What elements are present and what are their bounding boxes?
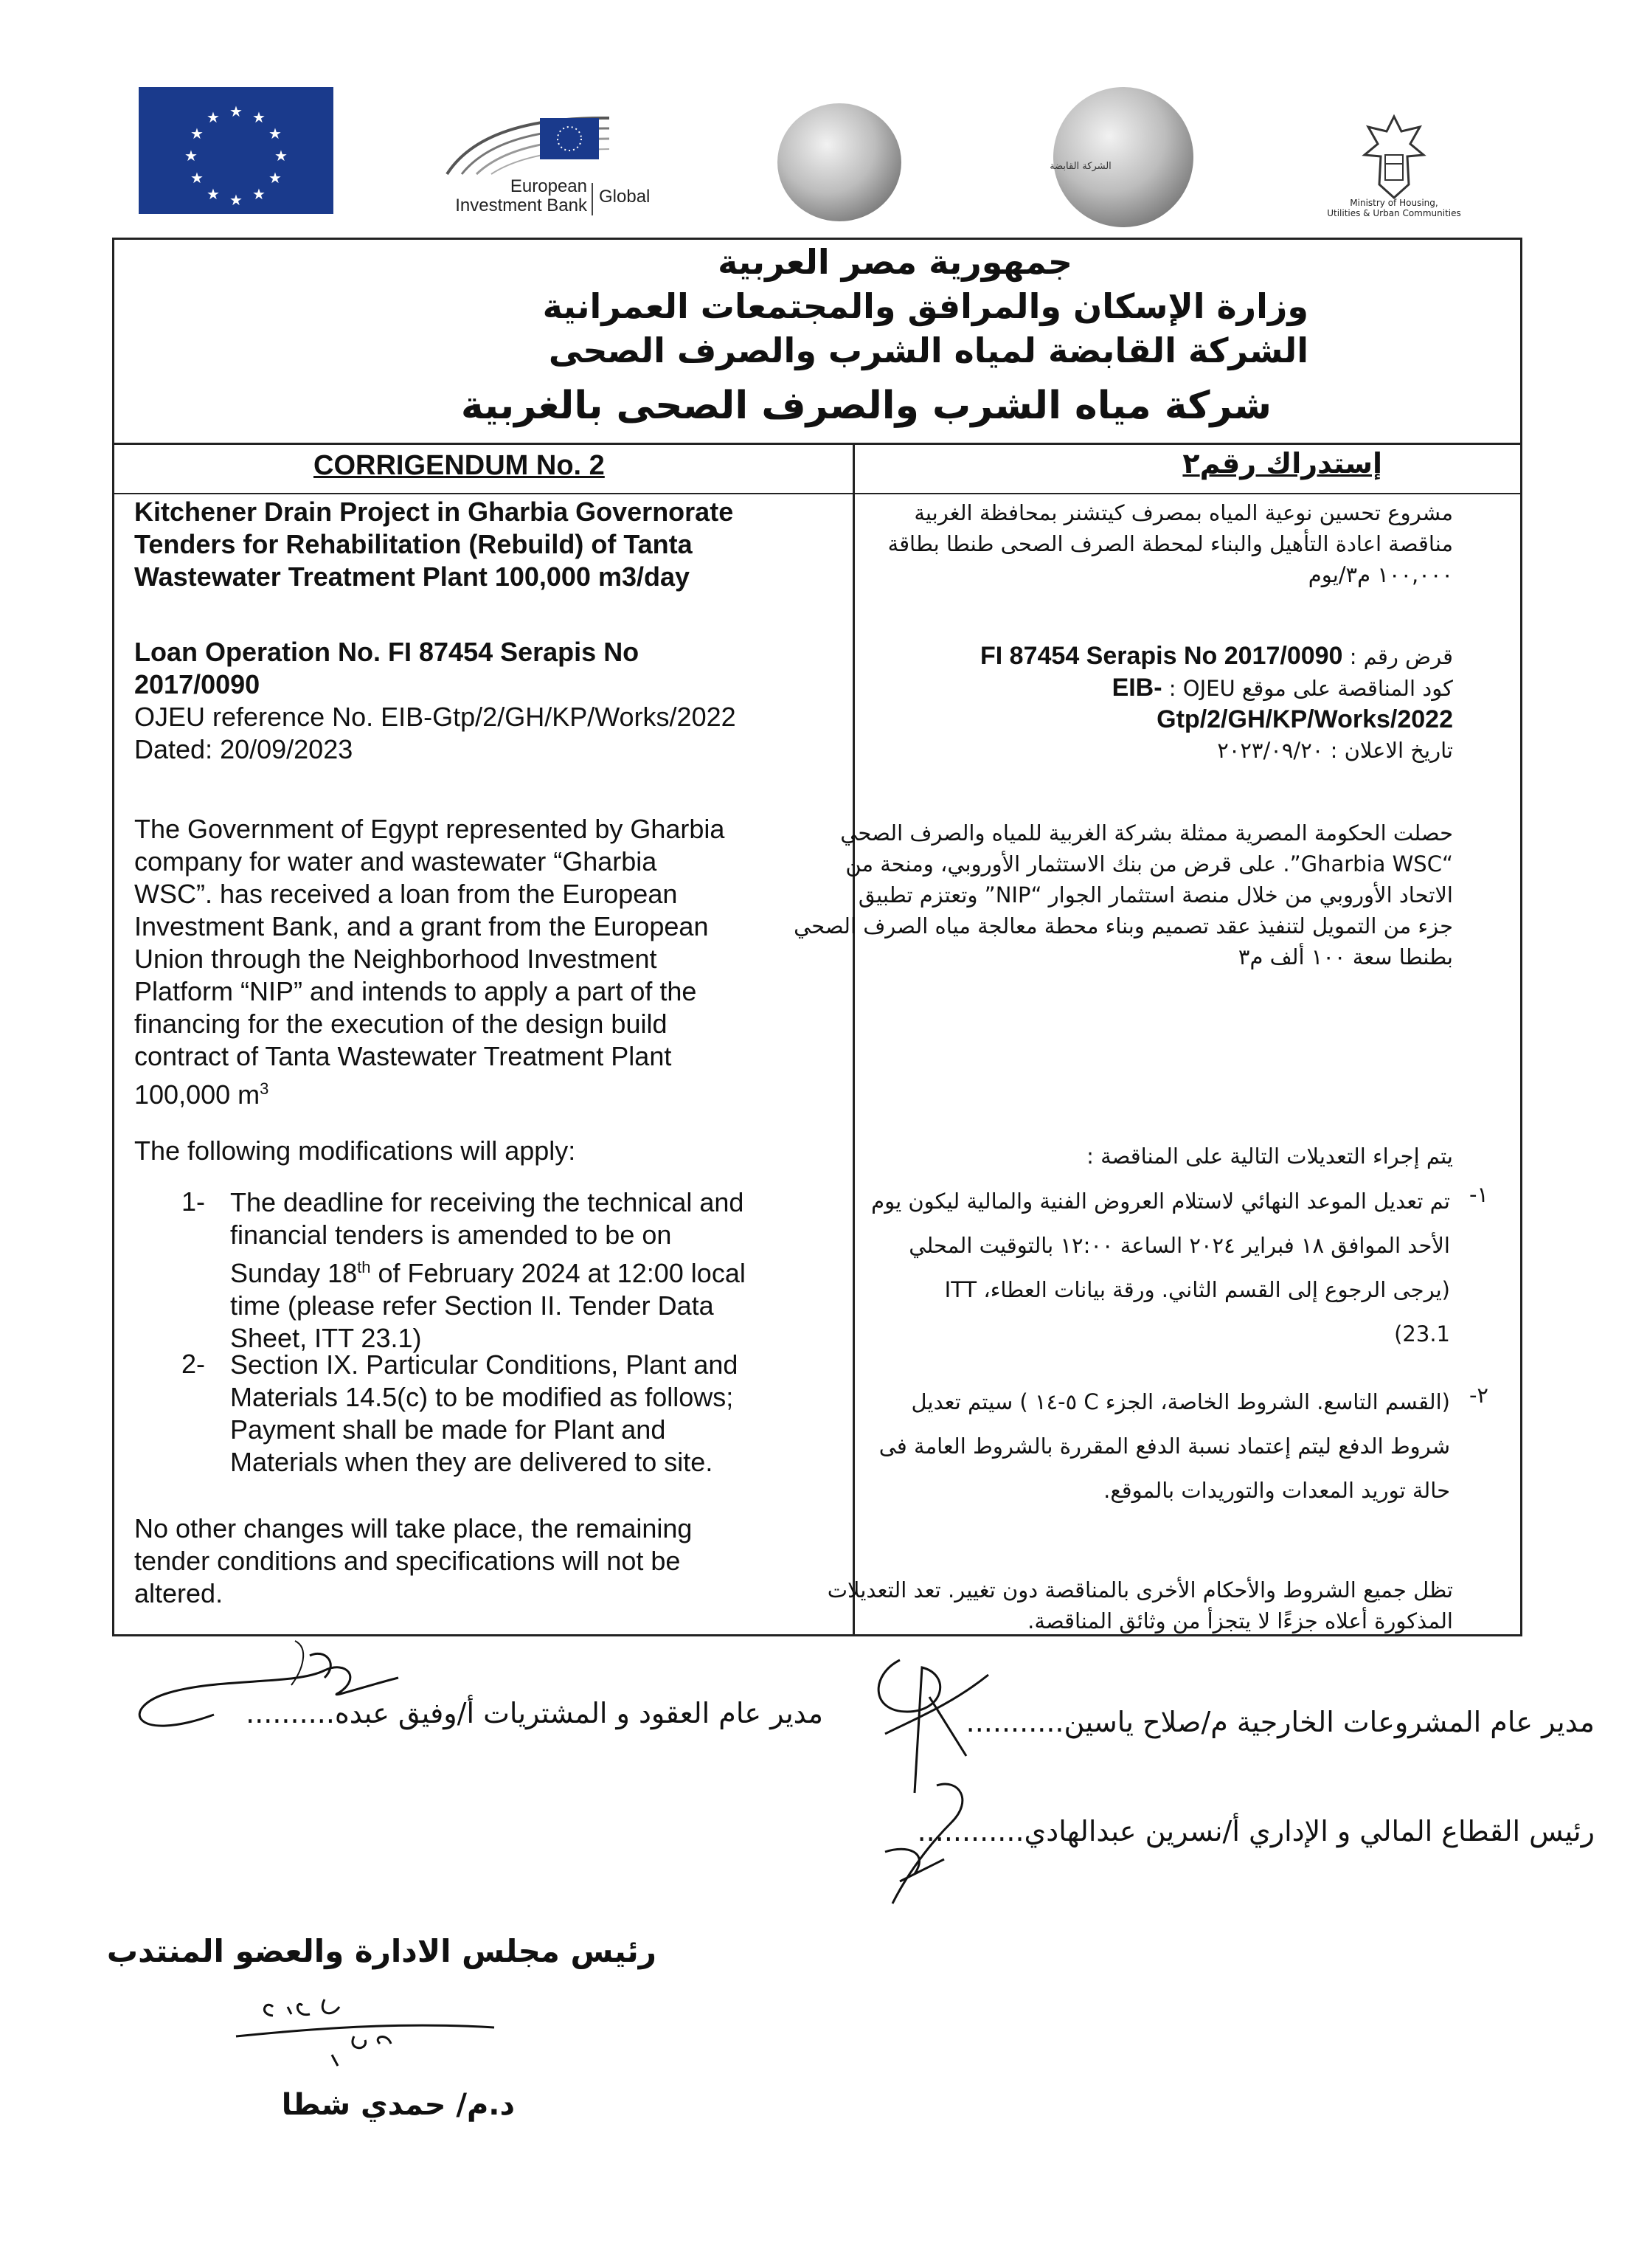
header-divider	[112, 443, 1522, 445]
paragraph-line: WSC”. has received a loan from the European	[134, 879, 678, 909]
svg-text:★: ★	[274, 147, 288, 165]
handwritten-signature-chairman	[221, 1985, 502, 2073]
ministry-caption-line2: Utilities & Urban Communities	[1327, 208, 1461, 218]
ojeu-line-ar	[789, 672, 1453, 704]
closing-line-ar: تظل جميع الشروط والأحكام الأخرى بالمناقصة دون تغيير. تعد التعديلات	[827, 1577, 1453, 1603]
paragraph-line: Investment Bank, and a grant from the European	[134, 911, 709, 941]
item-line-ar: (يرجى الرجوع إلى القسم الثاني. ورقة بيانات العطاء، ITT	[944, 1277, 1450, 1302]
svg-text:★: ★	[268, 125, 282, 142]
ojeu-value-ar: EIB-	[1112, 674, 1162, 702]
paragraph-line-ar: الاتحاد الأوروبي من خلال منصة استثمار الجوار “NIP” وتعتزم تطبيق	[858, 882, 1453, 907]
item-line: Payment shall be made for Plant and	[230, 1414, 666, 1445]
item1-text-en	[230, 1186, 842, 1355]
item-line-ar: (القسم التاسع. الشروط الخاصة، الجزء C ٥-١٤ ) سيتم تعديل	[911, 1389, 1450, 1414]
project-title-line: Wastewater Treatment Plant 100,000 m3/day	[134, 561, 690, 592]
item-line: Section IX. Particular Conditions, Plant and	[230, 1349, 738, 1380]
item-line: Materials when they are delivered to site.	[230, 1447, 713, 1477]
svg-text:★: ★	[190, 169, 204, 187]
dated-line: Dated: 20/09/2023	[134, 734, 353, 764]
item-line-ar: شروط الدفع ليتم إعتماد نسبة الدفع المقررة بالشروط العامة فى	[878, 1434, 1450, 1459]
signature-label-projects: مدير عام المشروعات الخارجية م/صلاح ياسين...........	[965, 1706, 1595, 1738]
eu-stars-icon	[139, 87, 333, 214]
closing-line: No other changes will take place, the remaining	[134, 1513, 693, 1543]
chairman-title: رئيس مجلس الادارة والعضو المنتدب	[106, 1933, 656, 1969]
paragraph-line-ar: بطنطا سعة ١٠٠ ألف م٣	[1238, 944, 1453, 969]
loan-number-line-ar	[789, 640, 1453, 672]
paragraph-line: financing for the execution of the design build	[134, 1009, 668, 1039]
loan-number-line: Loan Operation No. FI 87454 Serapis No	[134, 637, 639, 667]
ojeu-value2-ar: Gtp/2/GH/KP/Works/2022	[1157, 705, 1453, 733]
capacity-value: 100,000 m	[134, 1079, 260, 1110]
item-line: The deadline for receiving the technical and	[230, 1187, 744, 1217]
gharbia-logo-caption: الشركة القابضة	[1050, 161, 1112, 172]
gharbia-company-logo	[1053, 87, 1193, 227]
loan-value-ar: FI 87454 Serapis No 2017/0090	[980, 642, 1343, 670]
ojeu-reference: OJEU reference No. EIB-Gtp/2/GH/KP/Works/2022	[134, 702, 736, 732]
corrigendum-title-ar: إستدراك رقم٢	[1182, 447, 1382, 480]
paragraph-line-ar: “Gharbia WSC”. على قرض من بنك الاستثمار الأوروبي، ومنحة من	[845, 851, 1453, 877]
item1-number-ar: ١-	[1469, 1182, 1488, 1207]
eib-arc-icon	[440, 109, 683, 176]
ministry-caption-line1: Ministry of Housing,	[1350, 198, 1438, 208]
closing-line: altered.	[134, 1578, 223, 1608]
eu-flag-logo	[139, 87, 333, 214]
project-title-line: Tenders for Rehabilitation (Rebuild) of Tanta	[134, 529, 693, 559]
loan-label-ar: قرض رقم :	[1349, 644, 1453, 669]
item2-text-en	[230, 1349, 842, 1479]
closing-paragraph-en	[134, 1512, 842, 1610]
holding-company-logo	[777, 103, 901, 221]
svg-text:★: ★	[229, 103, 243, 120]
cubic-superscript: 3	[260, 1079, 269, 1098]
intro-paragraph-ar	[789, 817, 1453, 972]
chairman-name: د.م/ حمدي شطا	[281, 2088, 515, 2122]
paragraph-line: contract of Tanta Wastewater Treatment Plant	[134, 1041, 672, 1071]
ojeu-label-ar: كود المناقصة على موقع OJEU :	[1168, 676, 1453, 701]
deadline-rest: of February 2024 at 12:00 local	[370, 1258, 746, 1288]
project-title-line: Kitchener Drain Project in Gharbia Governorate	[134, 497, 734, 527]
item1-number-en: 1-	[181, 1186, 206, 1217]
paragraph-line: Platform “NIP” and intends to apply a part of the	[134, 976, 697, 1006]
modifications-intro-en: The following modifications will apply:	[134, 1135, 576, 1166]
eib-logo	[440, 109, 683, 215]
signature-label-contracts: مدير عام العقود و المشتريات أ/وفيق عبده..........	[246, 1697, 823, 1729]
item-line-ar: تم تعديل الموعد النهائي لاستلام العروض الفنية والمالية ليكون يوم	[871, 1189, 1450, 1214]
svg-text:★: ★	[184, 147, 198, 165]
paragraph-line-ar: جزء من التمويل لتنفيذ عقد تصميم وبناء محطة معالجة مياه الصرف الصحي	[794, 913, 1453, 938]
loan-info-en	[134, 636, 842, 766]
svg-text:★: ★	[190, 125, 204, 142]
paragraph-line: Union through the Neighborhood Investment	[134, 944, 657, 974]
item2-number-en: 2-	[181, 1349, 206, 1379]
item-line-ar: حالة توريد المعدات والتوريدات بالموقع.	[1103, 1478, 1450, 1503]
project-title-line-ar: ١٠٠,٠٠٠ م٣/يوم	[1308, 562, 1453, 587]
project-title-ar	[789, 497, 1453, 590]
handwritten-signature-finance	[848, 1771, 996, 1918]
eib-global-label: Global	[599, 187, 651, 207]
item1-text-ar	[816, 1179, 1450, 1356]
eib-name-line1: European	[510, 176, 587, 196]
ministry-eagle-logo	[1350, 111, 1438, 207]
item-line	[230, 1251, 842, 1290]
svg-text:★: ★	[252, 185, 266, 203]
header-holding-company: الشركة القابضة لمياه الشرب والصرف الصحى	[548, 331, 1308, 370]
handwritten-signature-contracts	[103, 1633, 420, 1766]
svg-text:★: ★	[207, 108, 220, 126]
paragraph-line	[134, 1073, 842, 1111]
eagle-icon	[1350, 111, 1438, 207]
item2-text-ar	[816, 1380, 1450, 1512]
item-line: Sheet, ITT 23.1)	[230, 1323, 422, 1353]
header-gharbia-company: شركة مياه الشرب والصرف الصحى بالغربية	[460, 384, 1272, 428]
item-line: time (please refer Section II. Tender Data	[230, 1290, 714, 1321]
item-line: Materials 14.5(c) to be modified as follows;	[230, 1382, 734, 1412]
signature-label-finance: رئيس القطاع المالي و الإداري أ/نسرين عبدالهادي............	[917, 1815, 1595, 1847]
paragraph-line-ar: حصلت الحكومة المصرية ممثلة بشركة الغربية للمياه والصرف الصحي	[840, 820, 1453, 846]
closing-line-ar: المذكورة أعلاه جزءًا لا يتجزأ من وثائق المناقصة.	[1027, 1608, 1453, 1633]
deadline-day: Sunday 18	[230, 1258, 358, 1288]
header-republic: جمهورية مصر العربية	[718, 242, 1072, 282]
project-title-en	[134, 496, 842, 593]
item-line-ar: 23.1)	[1394, 1321, 1450, 1346]
loan-number-line: 2017/0090	[134, 669, 260, 699]
paragraph-line: company for water and wastewater “Gharbia	[134, 846, 657, 877]
svg-text:★: ★	[207, 185, 220, 203]
eib-name-line2: Investment Bank	[455, 196, 587, 215]
title-divider	[112, 493, 1522, 494]
project-title-line-ar: مناقصة اعادة التأهيل والبناء لمحطة الصرف الصحى طنطا بطاقة	[887, 531, 1453, 556]
loan-info-ar	[789, 640, 1453, 766]
item-line: financial tenders is amended to be on	[230, 1220, 672, 1250]
ministry-caption	[1287, 198, 1501, 218]
svg-text:★: ★	[252, 108, 266, 126]
modifications-intro-ar: يتم إجراء التعديلات التالية على المناقصة :	[1086, 1144, 1453, 1169]
item-line-ar: الأحد الموافق ١٨ فبراير ٢٠٢٤ الساعة ١٢:٠٠ بالتوقيت المحلي	[909, 1233, 1450, 1258]
closing-line: tender conditions and specifications will not be	[134, 1546, 681, 1576]
paragraph-line: The Government of Egypt represented by Gharbia	[134, 814, 725, 844]
item2-number-ar: ٢-	[1469, 1383, 1488, 1408]
project-title-line-ar: مشروع تحسين نوعية المياه بمصرف كيتشنر بمحافظة الغربية	[914, 500, 1453, 525]
svg-text:★: ★	[268, 169, 282, 187]
ordinal-superscript: th	[357, 1258, 371, 1276]
svg-text:★: ★	[229, 191, 243, 209]
corrigendum-title-en: CORRIGENDUM No. 2	[313, 450, 605, 481]
header-ministry: وزارة الإسكان والمرافق والمجتمعات العمرانية	[542, 286, 1308, 326]
date-line-ar: تاريخ الاعلان : ٢٠٢٣/٠٩/٢٠	[1217, 738, 1453, 763]
closing-paragraph-ar	[789, 1574, 1453, 1636]
intro-paragraph-en	[134, 813, 842, 1111]
